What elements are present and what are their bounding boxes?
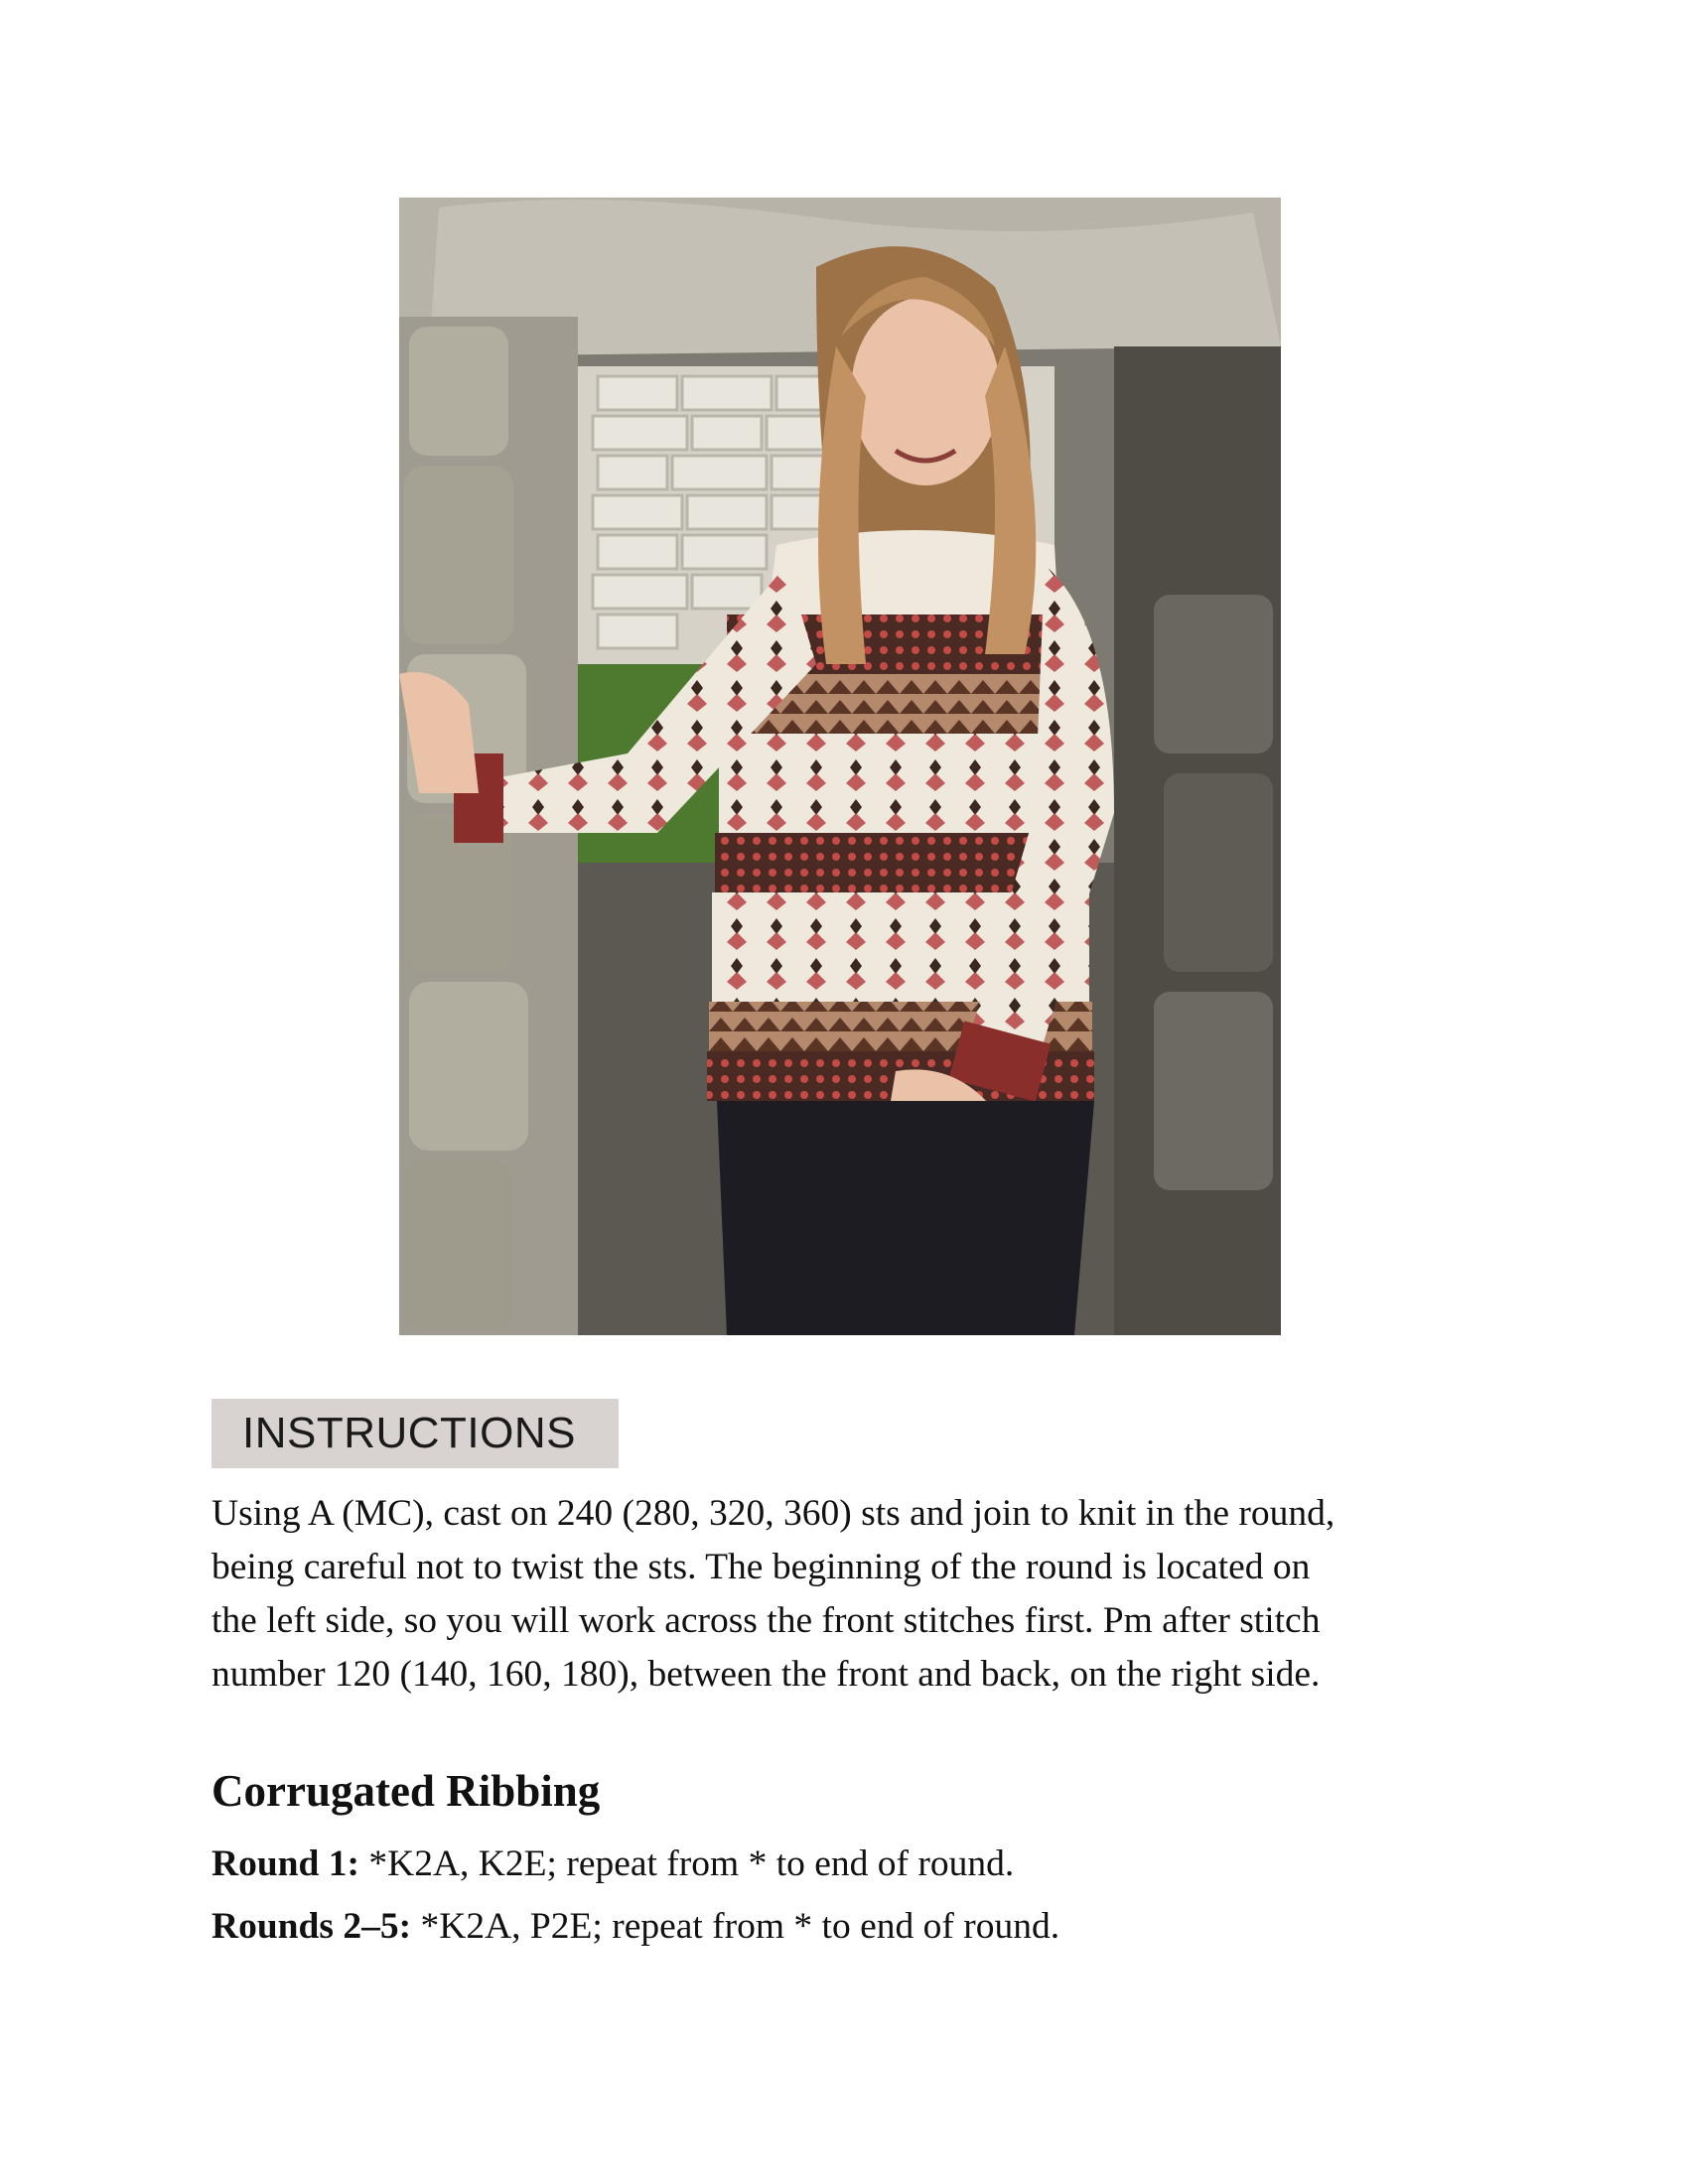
intro-line: number 120 (140, 160, 180), between the front and back, on the right side. bbox=[211, 1654, 1321, 1695]
corrugated-ribbing-heading: Corrugated Ribbing bbox=[211, 1766, 601, 1816]
instructions-section-label: INSTRUCTIONS bbox=[211, 1399, 619, 1468]
sweater-photo bbox=[399, 198, 1281, 1335]
round-text: *K2A, P2E; repeat from * to end of round. bbox=[411, 1906, 1060, 1947]
intro-line: the left side, so you will work across the front stitches first. Pm after stitch bbox=[211, 1600, 1321, 1641]
sweater-photo-illustration bbox=[399, 198, 1281, 1335]
intro-paragraph bbox=[211, 1487, 1502, 1702]
round-label: Rounds 2–5: bbox=[211, 1906, 412, 1947]
round-instruction bbox=[211, 1841, 1014, 1888]
intro-line: Using A (MC), cast on 240 (280, 320, 360) sts and join to knit in the round, bbox=[211, 1493, 1336, 1534]
round-instruction bbox=[211, 1903, 1059, 1951]
round-text: *K2A, K2E; repeat from * to end of round. bbox=[359, 1843, 1015, 1884]
intro-line: being careful not to twist the sts. The beginning of the round is located on bbox=[211, 1547, 1311, 1587]
round-label: Round 1: bbox=[211, 1843, 360, 1884]
